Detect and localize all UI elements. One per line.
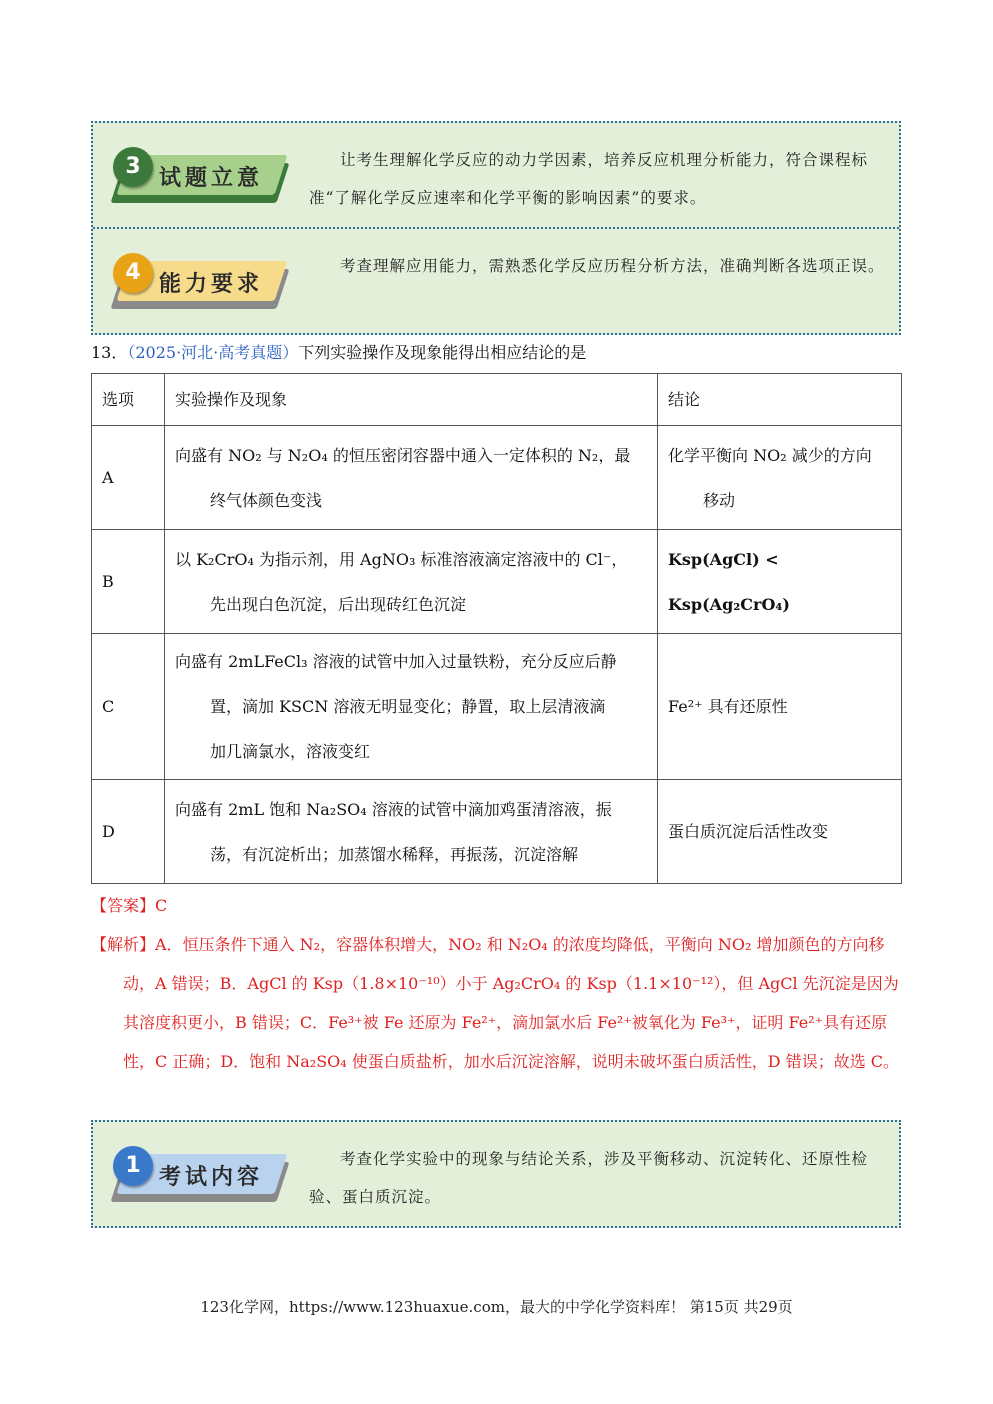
conclusion-cell — [658, 634, 902, 780]
table-row — [92, 530, 902, 634]
operation-line: 以 K₂CrO₄ 为指示剂，用 AgNO₃ 标准溶液滴定溶液中的 Cl⁻， — [175, 549, 628, 569]
option-label: A — [92, 426, 165, 530]
badge-label: 试题立意 — [159, 165, 264, 191]
question-stem: 下列实验操作及现象能得出相应结论的是 — [298, 343, 587, 362]
answer-value: C — [155, 896, 168, 915]
page-footer: 123化学网，https://www.123huaxue.com，最大的中学化学资料库！ 第15页 共29页 — [200, 1298, 793, 1316]
conclusion-line: 移动 — [703, 490, 736, 510]
operation-line: 向盛有 2mL 饱和 Na₂SO₄ 溶液的试管中滴加鸡蛋清溶液，振 — [175, 799, 612, 819]
header-option: 选项 — [92, 374, 165, 426]
operation-cell — [165, 780, 658, 884]
analysis-text: A．恒压条件下通入 N₂，容器体积增大，NO₂ 和 N₂O₄ 的浓度均降低，平衡向 NO₂ 增加颜色的方向移动，A 错误；B．AgCl 的 Ksp（1.8×10⁻¹⁰）小于 Ag₂CrO₄ 的 Ksp（1.1×10⁻¹²），但 AgCl 先沉淀是因为其溶度积更小，B 错误；C．Fe³⁺被 Fe 还原为 Fe²⁺，滴加氯水后 Fe²⁺被氧化为 Fe³⁺，证明 Fe²⁺具有还原性，C 正确；D．饱和 Na₂SO₄ 使蛋白质盐析，加水后沉淀溶解，说明未破坏蛋白质活性，D 错误；故选 C。 — [123, 935, 900, 1071]
badge-number-circle: 4 — [113, 253, 153, 293]
table-header-row — [92, 374, 902, 426]
conclusion-cell — [658, 780, 902, 884]
conclusion-line: 蛋白质沉淀后活性改变 — [668, 822, 829, 841]
info-box-bottom — [91, 1120, 901, 1228]
options-table — [91, 373, 902, 884]
conclusion-line: Fe²⁺ 具有还原性 — [668, 697, 788, 716]
answer-label: 【答案】 — [91, 896, 156, 915]
table-row — [92, 634, 902, 780]
badge-content — [113, 1144, 283, 1202]
operation-line: 先出现白色沉淀，后出现砖红色沉淀 — [210, 594, 467, 614]
box-text-content: 考查化学实验中的现象与结论关系，涉及平衡移动、沉淀转化、还原性检验、蛋白质沉淀。 — [309, 1150, 869, 1206]
option-label: C — [92, 634, 165, 780]
box-row-content — [93, 1122, 899, 1226]
option-label: D — [92, 780, 165, 884]
conclusion-line: 化学平衡向 NO₂ 减少的方向 — [668, 445, 872, 465]
analysis-block — [91, 925, 901, 1081]
question-source: （2025·河北·高考真题） — [127, 343, 299, 362]
answer-line — [91, 886, 901, 925]
box-row-intent — [93, 123, 899, 227]
operation-line: 加几滴氯水，溶液变红 — [210, 742, 371, 761]
option-label: B — [92, 530, 165, 634]
operation-line: 荡，有沉淀析出；加蒸馏水稀释，再振荡，沉淀溶解 — [210, 844, 579, 864]
box-text-ability: 考查理解应用能力，需熟悉化学反应历程分析方法，准确判断各选项正误。 — [340, 257, 885, 275]
header-conclusion: 结论 — [658, 374, 902, 426]
operation-cell — [165, 634, 658, 780]
info-box-top — [91, 121, 901, 335]
badge-label: 考试内容 — [159, 1164, 264, 1190]
operation-line: 置，滴加 KSCN 溶液无明显变化；静置，取上层清液滴 — [210, 697, 606, 716]
badge-number-circle: 1 — [113, 1146, 153, 1186]
question-number: 13． — [91, 343, 128, 362]
badge-label: 能力要求 — [159, 271, 264, 297]
conclusion-cell — [658, 426, 902, 530]
box-row-ability — [93, 227, 899, 333]
conclusion-cell — [658, 530, 902, 634]
operation-cell — [165, 426, 658, 530]
badge-ability — [113, 251, 283, 309]
operation-line: 向盛有 2mLFeCl₃ 溶液的试管中加入过量铁粉，充分反应后静 — [175, 652, 617, 671]
operation-line: 终气体颜色变浅 — [210, 490, 323, 510]
box-text-intent: 让考生理解化学反应的动力学因素，培养反应机理分析能力，符合课程标准“了解化学反应速率和化学平衡的影响因素”的要求。 — [309, 151, 869, 207]
conclusion-line: Ksp(AgCl) < Ksp(Ag₂CrO₄) — [668, 549, 790, 614]
badge-number-circle: 3 — [113, 147, 153, 187]
analysis-label: 【解析】 — [91, 935, 156, 954]
table-row — [92, 780, 902, 884]
operation-cell — [165, 530, 658, 634]
question-heading — [91, 341, 586, 365]
header-operation: 实验操作及现象 — [165, 374, 658, 426]
badge-intent — [113, 145, 283, 203]
table-row — [92, 426, 902, 530]
operation-line: 向盛有 NO₂ 与 N₂O₄ 的恒压密闭容器中通入一定体积的 N₂，最 — [175, 445, 631, 465]
